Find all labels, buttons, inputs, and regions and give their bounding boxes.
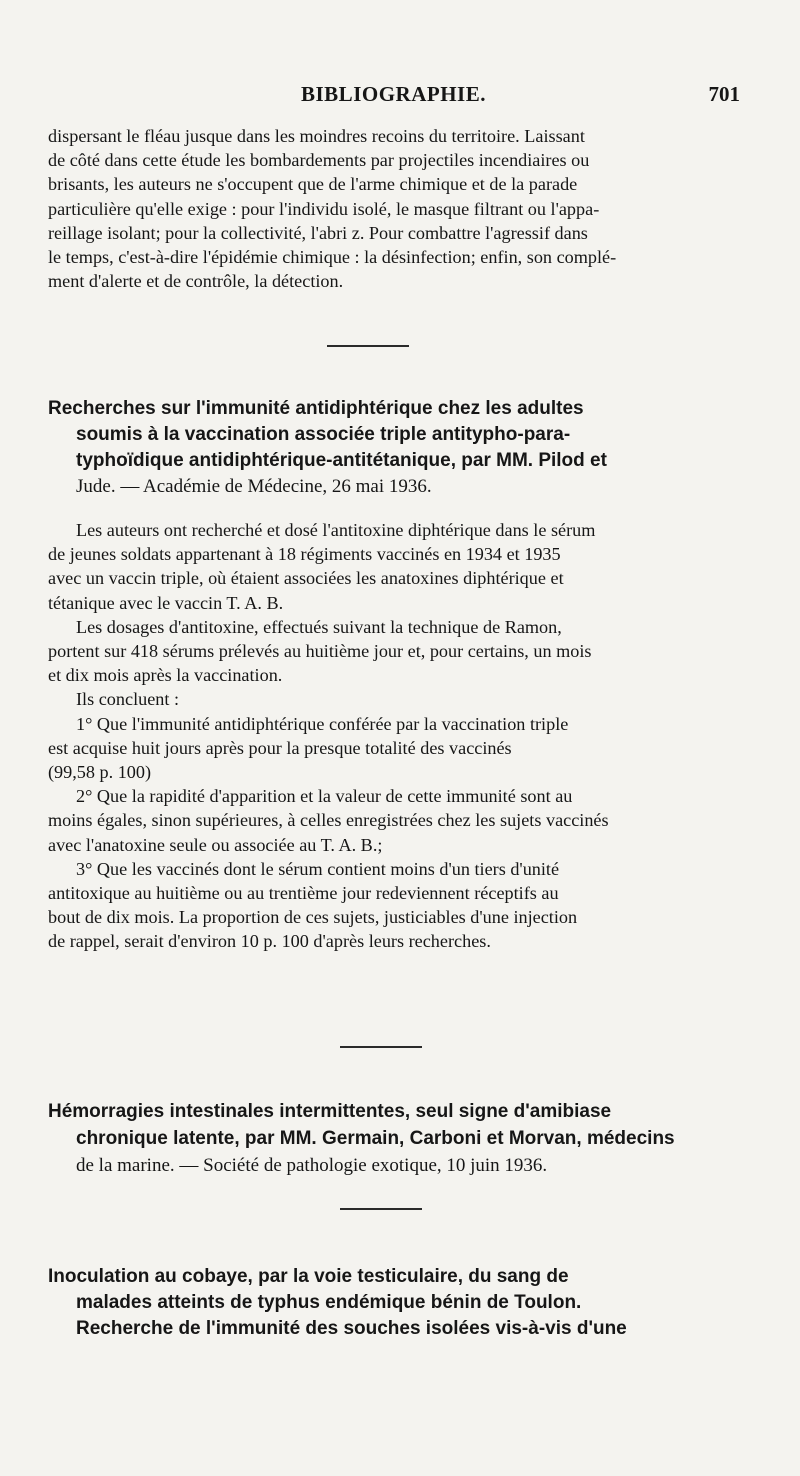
text-line: 3° Que les vaccinés dont le sérum contient moins d'un tiers d'unité [76, 858, 560, 879]
intro-paragraph [48, 124, 754, 293]
text-line: de jeunes soldats appartenant à 18 régiments vaccinés en 1934 et 1935 [48, 544, 561, 565]
text-line: (99,58 p. 100) [48, 762, 152, 783]
article-entry [48, 396, 754, 500]
text-line: bout de dix mois. La proportion de ces sujets, justiciables d'une injection [48, 907, 578, 928]
text-line: reillage isolant; pour la collectivité, l'abri z. Pour combattre l'agressif dans [48, 222, 588, 243]
article-body [48, 518, 754, 954]
header-title: BIBLIOGRAPHIE. [301, 82, 486, 106]
text-line: de côté dans cette étude les bombardements par projectiles incendiaires ou [48, 150, 590, 171]
heading-line: malades atteints de typhus endémique bénin de Toulon. [76, 1292, 582, 1313]
heading-line: Inoculation au cobaye, par la voie testiculaire, du sang de [48, 1266, 569, 1287]
heading-line: chronique latente, par MM. Germain, Carboni et Morvan, médecins [76, 1128, 675, 1149]
text-line: tétanique avec le vaccin T. A. B. [48, 592, 284, 613]
text-line: et dix mois après la vaccination. [48, 665, 283, 686]
text-line: dispersant le fléau jusque dans les moindres recoins du territoire. Laissant [48, 126, 585, 146]
article-heading [48, 1098, 754, 1179]
text-line: Les dosages d'antitoxine, effectués suivant la technique de Ramon, [76, 616, 562, 637]
heading-line: soumis à la vaccination associée triple antitypho-para- [76, 424, 571, 445]
heading-line: typhoïdique antidiphtérique-antitétanique, par MM. Pilod et [76, 450, 607, 471]
article-entry [48, 1098, 754, 1179]
section-divider [340, 1046, 422, 1048]
text-line: particulière qu'elle exige : pour l'individu isolé, le masque filtrant ou l'appa- [48, 198, 600, 219]
heading-line: Recherche de l'immunité des souches isolées vis-à-vis d'une [76, 1318, 627, 1339]
text-line: portent sur 418 sérums prélevés au huitième jour et, pour certains, un mois [48, 641, 592, 662]
article-heading [48, 1264, 754, 1342]
text-line: Ils concluent : [76, 689, 180, 710]
text-line: Les auteurs ont recherché et dosé l'antitoxine diphtérique dans le sérum [76, 520, 596, 540]
section-divider [327, 345, 409, 347]
text-line: ment d'alerte et de contrôle, la détection. [48, 271, 344, 292]
heading-line: Jude. — Académie de Médecine, 26 mai 1936. [76, 476, 432, 497]
article-entry [48, 1264, 754, 1342]
heading-line: Hémorragies intestinales intermittentes, seul signe d'amibiase [48, 1101, 612, 1122]
text-line: 2° Que la rapidité d'apparition et la valeur de cette immunité sont au [76, 786, 573, 807]
page-number: 701 [708, 82, 740, 106]
section-divider [340, 1208, 422, 1210]
heading-line: Recherches sur l'immunité antidiphtérique chez les adultes [48, 398, 584, 419]
text-line: antitoxique au huitième ou au trentième jour redeviennent réceptifs au [48, 883, 559, 904]
text-line: moins égales, sinon supérieures, à celles enregistrées chez les sujets vaccinés [48, 810, 609, 831]
text-line: brisants, les auteurs ne s'occupent que de l'arme chimique et de la parade [48, 174, 578, 195]
text-line: avec un vaccin triple, où étaient associées les anatoxines diphtérique et [48, 568, 564, 589]
text-line: avec l'anatoxine seule ou associée au T. A. B.; [48, 834, 383, 855]
text-line: 1° Que l'immunité antidiphtérique conférée par la vaccination triple [76, 713, 569, 734]
text-line: est acquise huit jours après pour la presque totalité des vaccinés [48, 737, 512, 758]
text-line: de rappel, serait d'environ 10 p. 100 d'après leurs recherches. [48, 931, 491, 952]
heading-line: de la marine. — Société de pathologie exotique, 10 juin 1936. [76, 1155, 548, 1176]
running-header [48, 82, 740, 112]
article-heading [48, 396, 754, 500]
text-line: le temps, c'est-à-dire l'épidémie chimique : la désinfection; enfin, son complé- [48, 247, 617, 268]
